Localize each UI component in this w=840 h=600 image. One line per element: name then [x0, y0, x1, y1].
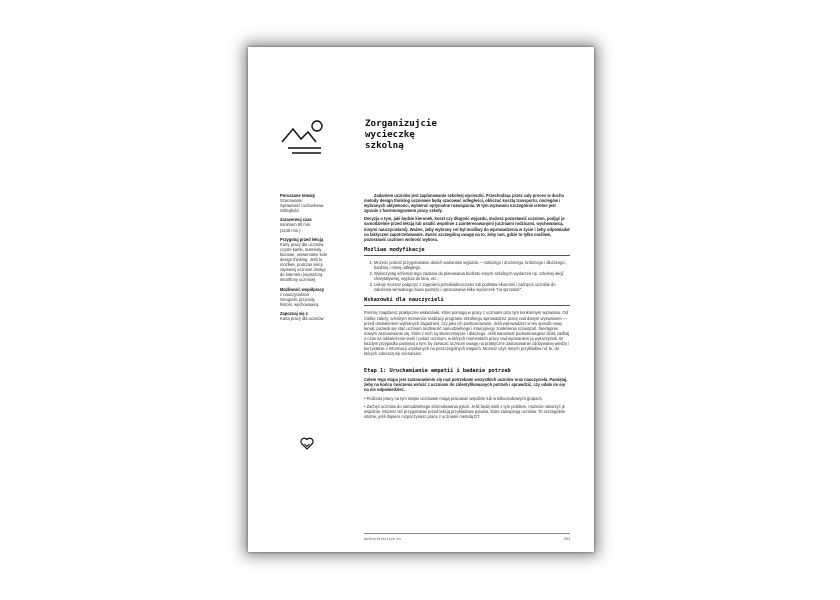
sidebar-time: Zaraserwuj czas minimum 90 min. (2x45 min.): [280, 217, 312, 233]
heart-logo-icon: [300, 437, 314, 450]
section-heading: Wskazówki dla nauczycieli: [364, 297, 570, 306]
page-title: Zorganizujcie wycieczkę szkolną: [365, 118, 437, 151]
sidebar-cooperation: Możliwość współpracy z nauczycielami Geografii, przyrody, historii, wychowawcą: [280, 286, 325, 307]
section-heading: Możliwe modyfikacje: [364, 247, 570, 256]
page-number: 263: [563, 537, 570, 541]
tips-paragraph: Poniżej znajdziesz praktyczne wskazówki, które pomogą w pracy z uczniami przy tym konkretnym wyzwaniu. Od Ciebie zależy, w którym momencie realizacji programu szkolnego wprowadzisz pracę nad danym wyzwaniem — przed omówieniem wybranych zagadnień, czy jako ich podsumowanie. Jeśli wprowadzisz w ten sposób nowy temat, pozwoli się stać uczniom możliwość samodzielnego i intuicyjnego znalezienia rozwiązań. Niestępnie nowym zastosowanie się, które z nich są skuteczniejsze i dlaczego. Jeśli natomiast podsumowujesz dział, zadbaj o czas na odświeżenie teorii i pokaż uczniom, w których momentach pracy nad wyzwaniem ją wykorzystali. W każdym przypadku pamiętaj o tym, by zwracać uczniom uwagę na praktyczne zastosowanie zdobywanej wiedzy i korzystanie z informacji uzyskanych na poszczególnych etapach. Możesz użyć innych przykładów niż te, do których odnoszą się scenariusz.: [364, 310, 570, 357]
list-item: • Zachęć uczniów do samodzielnego sformułowania pytań. Jeśli będą mieli z tym problem, możecie stworzyć je wspólnie. Możesz też przygotować przed lekcją przykładowe pytania, które zainspirują uczniów. To szczególnie istotne, jeśli dopiero rozpoczynasz pracę z uczniami metodą DT.: [364, 403, 566, 419]
section-heading: Etap 1: Uruchamianie empatii i badanie potrzeb: [364, 368, 511, 375]
info-sidebar: [280, 193, 350, 325]
list-item: 2. Wykorzystaj schemat tego zadania do planowania budżetu innych szkolnych wydarzeń np. szkolnej akcji charytatywnej, wyjścia do kina, etc.;: [374, 271, 570, 281]
sidebar-prepare: Przygotuj przed lekcją Karty pracy dla uczniów, czyste kartki, materiały biurowe, uniwersalne koło design thinking. Jeśli to możliwe, podczas lekcji zapewnij uczniom dostęp do internetu (wystarczą smartfony uczniów): [280, 236, 328, 283]
footer-url: mathinteractive.eu: [364, 537, 401, 541]
intro-paragraph: Zadaniem uczniów jest zaplanowanie szkolnej wycieczki. Przechodząc przez cały proces w duchu metody design thinking uczniowie będą szacować odległości, obliczać kosztą transportu, noclegów i wybranych aktywności, wybierać optymalne rozwiązania. W tym wyzwaniu szczególnie istotne jest zgranie z harmonogramem pracy szkoły.: [364, 193, 564, 214]
list-item: • Podczas pracy na tym etapie uczniowie mogą pracować wspólnie lub w kilkuosobowych grupach.: [364, 395, 543, 401]
stage-intro: Celem tego etapu jest zastanowienie się nad potrzebami wszystkich uczniów oraz nauczyciela. Pamiętaj, żeby na końcu ćwiczenia wrócić z uczniami do zidentyfikowanych potrzeb i sprawdzić, czy udało im się na nie odpowiedzieć.: [364, 377, 568, 393]
list-item: 1. Możesz polecić przygotowanie dwóch wariantów wyjazdu — tańszego i droższego, krótszego i dłuższego, bardziej i mniej odległego.: [374, 260, 570, 270]
footer-divider: [364, 533, 570, 534]
list-item: 3. Lekcję możesz połączyć z zajęciami przedsiębiorczości lub podstaw ekonomii i zachęcić uczniów do założenia wirtualnego biura podróży i opracowania kilku wycieczek "na sprzedaż".: [374, 282, 570, 292]
sidebar-read: Zapoznaj się z Kartą pracy dla uczniów: [280, 310, 324, 321]
sidebar-topics: Poruszane tematy Szacowanie Sprawność ruchankowa Odległości: [280, 193, 324, 214]
document-page: [248, 47, 594, 552]
modifications-list: [364, 260, 570, 293]
main-content: [364, 193, 570, 422]
intro-paragraph: Decyzja o tym, jaki będzie kierunek, koszt czy długość wyjazdu, możesz pozostawić uczniom, podjąć je samodzielnie przed lekcją lub ustalić wspólnie z zainteresowanymi (uczniami rodzicami, wychowawcą, innymi nauczycielami). Ważne, żeby wybrany cel był możliwy do wprowadzenia w życie i żeby odpowiadał na faktyczne zapotrzebowanie. Zwróć szczególną uwagę na to, żeby tam, gdzie to tylko możliwe, pozostawić uczniom wolność wyboru.: [364, 216, 570, 242]
mountains-sun-icon: [280, 117, 326, 159]
